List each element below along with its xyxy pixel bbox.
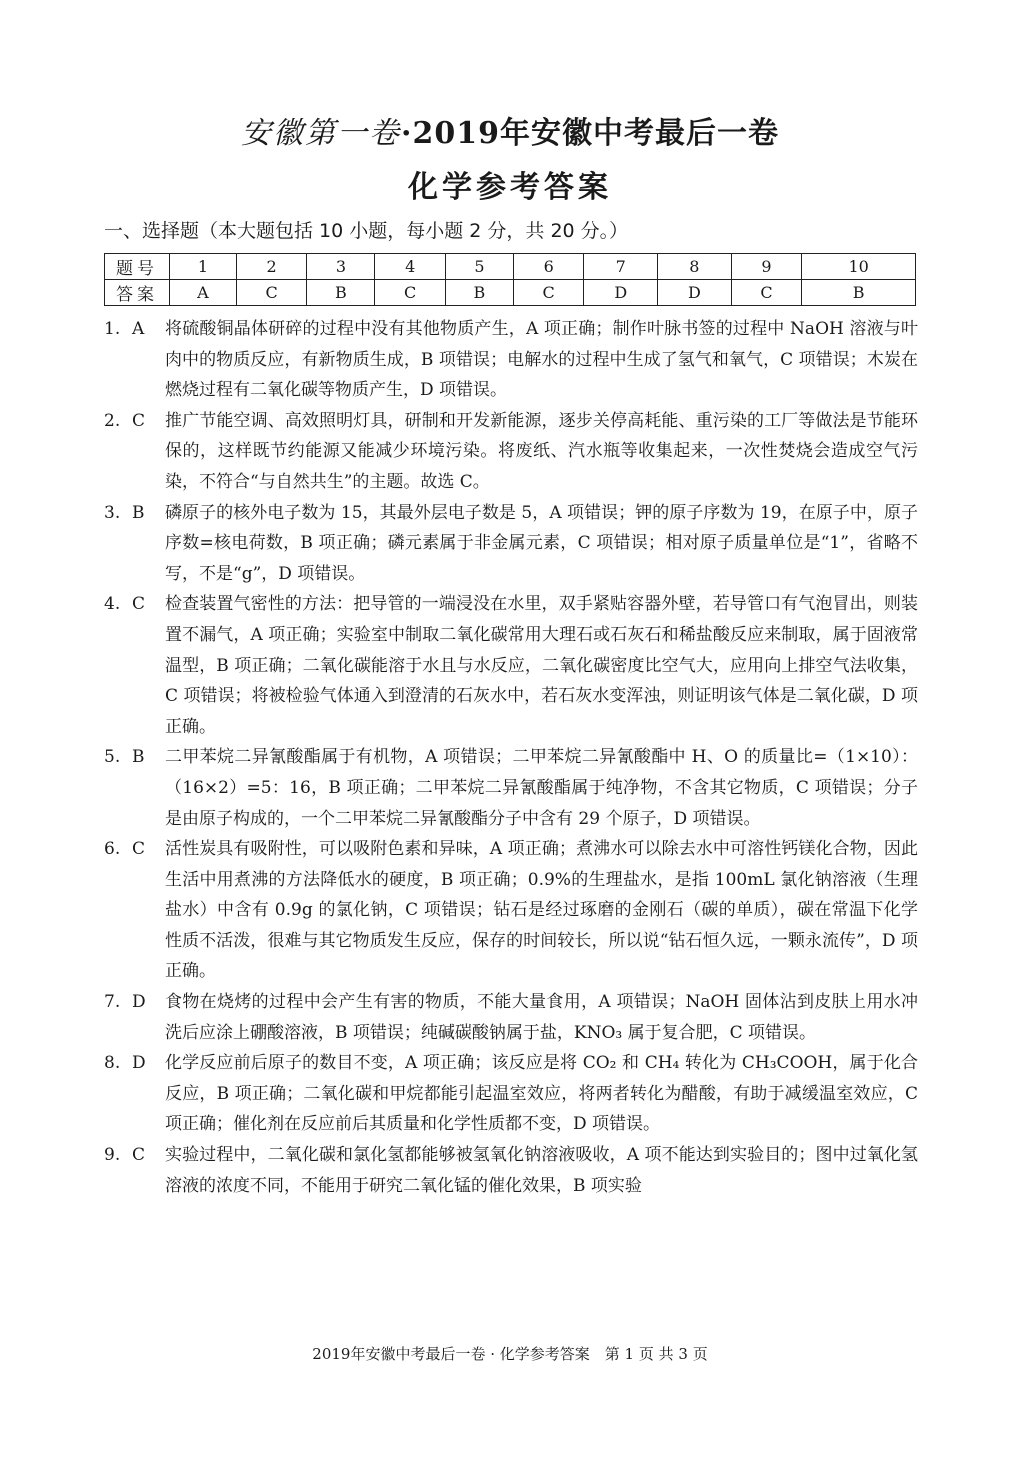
answer-row: [105, 280, 916, 306]
item-number: 3.: [104, 502, 121, 523]
question-number-cell: 2: [236, 254, 307, 280]
item-answer: C: [132, 410, 146, 431]
question-number-cell: 7: [584, 254, 658, 280]
item-text: 检查装置气密性的方法：把导管的一端浸没在水里，双手紧贴容器外壁，若导管口有气泡冒出，则装置不漏气，A 项正确；实验室中制取二氧化碳常用大理石或石灰石和稀盐酸反应来制取，属于固液常温型，B 项正确；二氧化碳能溶于水且与水反应，二氧化碳密度比空气大，应用向上排空气法收集，C 项错误；将被检验气体通入到澄清的石灰水中，若石灰水变浑浊，则证明该气体是二氧化碳，D 项正确。: [165, 594, 918, 737]
question-number-cell: 8: [658, 254, 732, 280]
question-number-cell: 10: [802, 254, 916, 280]
page-title: [0, 108, 1020, 152]
page-subtitle: 化学参考答案: [408, 170, 612, 205]
explanation-item: [104, 1140, 918, 1201]
answer-cell: C: [236, 280, 307, 306]
item-answer: D: [132, 1053, 146, 1074]
answer-cell: B: [307, 280, 375, 306]
explanation-item: [104, 498, 918, 590]
item-answer: D: [132, 992, 146, 1013]
item-text: 实验过程中，二氧化碳和氯化氢都能够被氢氧化钠溶液吸收，A 项不能达到实验目的；图中过氧化氢溶液的浓度不同，不能用于研究二氧化锰的催化效果，B 项实验: [165, 1145, 918, 1196]
question-number-cell: 6: [513, 254, 584, 280]
explanation-item: [104, 406, 918, 498]
question-number-cell: 1: [170, 254, 237, 280]
answer-cell: C: [375, 280, 446, 306]
item-answer: C: [132, 1145, 146, 1166]
answer-cell: D: [658, 280, 732, 306]
item-answer: B: [132, 747, 145, 768]
explanation-item: [104, 1048, 918, 1140]
answer-cell: B: [802, 280, 916, 306]
title-text: ·2019年安徽中考最后一卷: [401, 116, 779, 151]
explanation-item: [104, 314, 918, 406]
question-number-cell: 3: [307, 254, 375, 280]
explanation-item: [104, 834, 918, 987]
question-number-cell: 4: [375, 254, 446, 280]
explanation-item: [104, 987, 918, 1048]
item-number: 4.: [104, 594, 121, 615]
item-text: 磷原子的核外电子数为 15，其最外层电子数是 5，A 项错误；钾的原子序数为 19，在原子中，原子序数=核电荷数，B 项正确；磷元素属于非金属元素，C 项错误；相对原子质量单位是“1”，省略不写，不是“g”，D 项错误。: [165, 502, 918, 584]
item-number: 1.: [104, 319, 121, 339]
answer-table: [104, 253, 916, 306]
item-answer: B: [132, 502, 145, 523]
item-answer: C: [132, 839, 146, 860]
answer-cell: C: [731, 280, 802, 306]
item-number: 5.: [104, 747, 121, 768]
explanation-item: [104, 742, 918, 834]
item-answer: C: [132, 594, 146, 615]
brand-logo-text: 安徽第一卷: [241, 116, 402, 151]
explanation-item: [104, 589, 918, 742]
question-number-cell: 5: [445, 254, 513, 280]
question-number-cell: 9: [731, 254, 802, 280]
item-number: 6.: [104, 839, 121, 860]
item-number: 2.: [104, 410, 121, 431]
answer-cell: D: [584, 280, 658, 306]
item-number: 7.: [104, 992, 121, 1013]
item-text: 将硫酸铜晶体研碎的过程中没有其他物质产生，A 项正确；制作叶脉书签的过程中 NaOH 溶液与叶肉中的物质反应，有新物质生成，B 项错误；电解水的过程中生成了氢气和氧气，C 项错误；木炭在燃烧过程有二氧化碳等物质产生，D 项错误。: [165, 319, 918, 401]
item-number: 9.: [104, 1145, 121, 1166]
question-number-row: [105, 254, 916, 280]
item-text: 化学反应前后原子的数目不变，A 项正确；该反应是将 CO₂ 和 CH₄ 转化为 CH₃COOH，属于化合反应，B 项正确；二氧化碳和甲烷都能引起温室效应，将两者转化为醋酸，有助于减缓温室效应，C 项正确；催化剂在反应前后其质量和化学性质都不变，D 项错误。: [165, 1053, 918, 1135]
answer-cell: C: [513, 280, 584, 306]
row-label-answer: 答案: [105, 280, 170, 306]
item-text: 推广节能空调、高效照明灯具，研制和开发新能源，逐步关停高耗能、重污染的工厂等做法是节能环保的，这样既节约能源又能减少环境污染。将废纸、汽水瓶等收集起来，一次性焚烧会造成空气污染，不符合“与自然共生”的主题。故选 C。: [165, 410, 918, 492]
item-answer: A: [132, 319, 145, 339]
row-label-number: 题号: [105, 254, 170, 280]
answer-cell: B: [445, 280, 513, 306]
page-footer: 2019年安徽中考最后一卷 · 化学参考答案 第 1 页 共 3 页: [312, 1345, 708, 1363]
item-number: 8.: [104, 1053, 121, 1074]
item-text: 活性炭具有吸附性，可以吸附色素和异味，A 项正确；煮沸水可以除去水中可溶性钙镁化合物，因此生活中用煮沸的方法降低水的硬度，B 项正确；0.9%的生理盐水，是指 100mL 氯化钠溶液（生理盐水）中含有 0.9g 的氯化钠，C 项错误；钻石是经过琢磨的金刚石（碳的单质），碳在常温下化学性质不活泼，很难与其它物质发生反应，保存的时间较长，所以说“钻石恒久远，一颗永流传”，D 项正确。: [165, 839, 918, 982]
item-text: 二甲苯烷二异氰酸酯属于有机物，A 项错误；二甲苯烷二异氰酸酯中 H、O 的质量比=（1×10）：（16×2）=5：16，B 项正确；二甲苯烷二异氰酸酯属于纯净物，不含其它物质，C 项错误；分子是由原子构成的，一个二甲苯烷二异氰酸酯分子中含有 29 个原子，D 项错误。: [165, 747, 918, 829]
explanation-list: [104, 314, 918, 1201]
answer-cell: A: [170, 280, 237, 306]
section-heading: 一、选择题（本大题包括 10 小题，每小题 2 分，共 20 分。）: [104, 220, 629, 242]
item-text: 食物在烧烤的过程中会产生有害的物质，不能大量食用，A 项错误；NaOH 固体沾到皮肤上用水冲洗后应涂上硼酸溶液，B 项错误；纯碱碳酸钠属于盐，KNO₃ 属于复合肥，C 项错误。: [165, 992, 918, 1043]
